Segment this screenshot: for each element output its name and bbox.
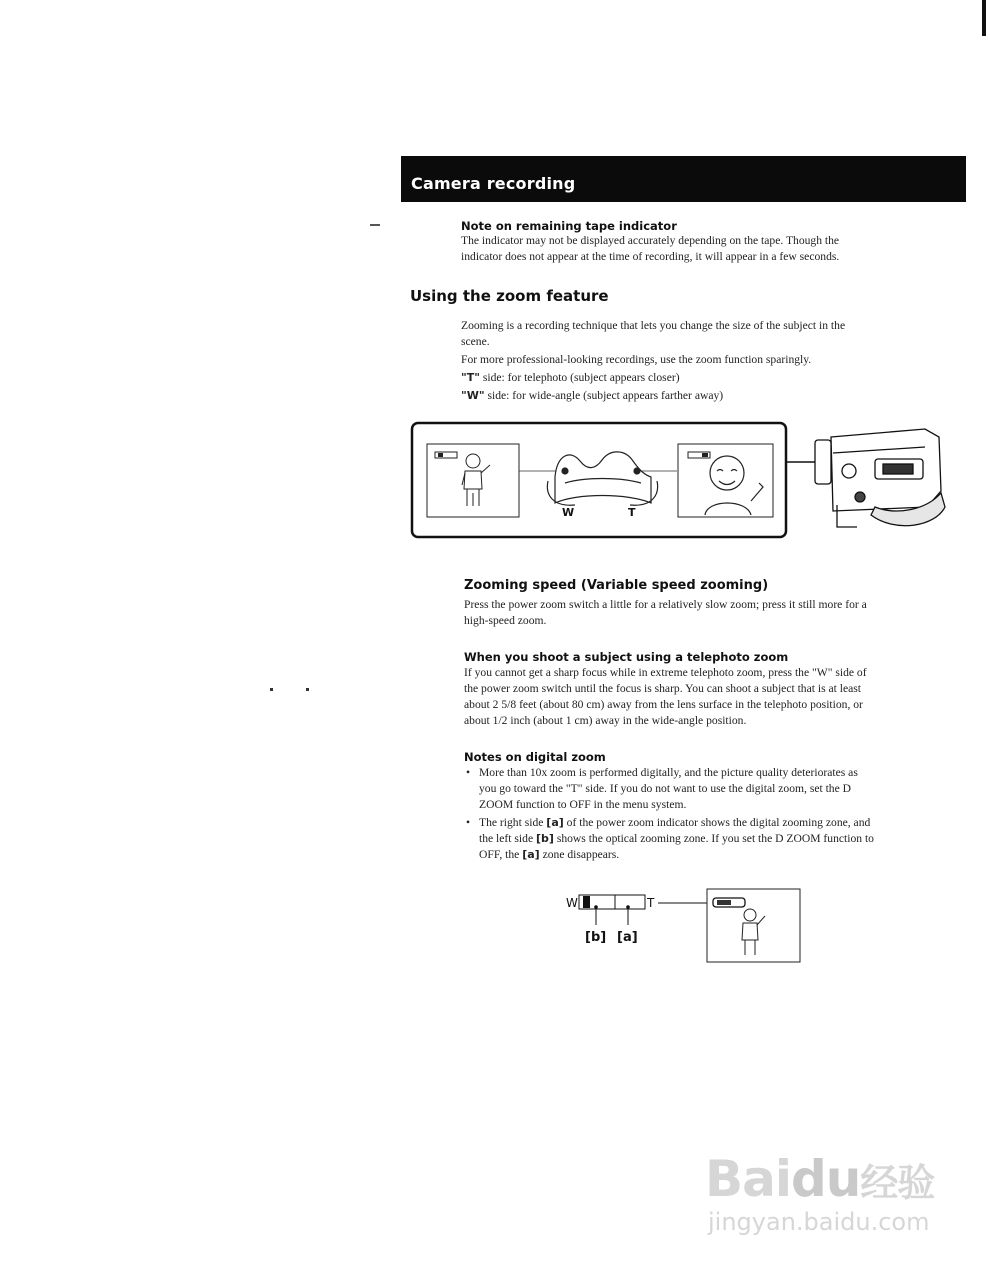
wide-view-screen (427, 444, 519, 517)
zoom-intro-line: For more professional-looking recordings, use the zoom function sparingly. (461, 353, 812, 366)
zone-a-ref: [a] (522, 848, 540, 861)
tape-note-line: indicator does not appear at the time of recording, it will appear in a few seconds. (461, 250, 840, 263)
watermark-brand-cn: 经验 (860, 1161, 935, 1205)
w-side-key: "W" (461, 389, 485, 402)
telephoto-heading: When you shoot a subject using a telephoto zoom (464, 650, 789, 664)
fig2-a-label: [a] (617, 930, 638, 945)
tele-view-screen (678, 444, 773, 517)
telephoto-line: If you cannot get a sharp focus while in extreme telephoto zoom, press the "W" side of (464, 666, 867, 679)
watermark-brand-b: du (791, 1150, 861, 1208)
digital-note-2-line (479, 847, 969, 863)
digital-note-2 (464, 815, 969, 863)
zoom-intro-line: scene. (461, 335, 490, 348)
scan-mark (306, 688, 309, 691)
telephoto-line: about 2 5/8 feet (about 80 cm) away from the lens surface in the telephoto position, or (464, 698, 863, 711)
note-text: of the power zoom indicator shows the digital zooming zone, and (563, 816, 871, 829)
t-side-line (461, 370, 961, 386)
zoom-section-title: Using the zoom feature (410, 287, 609, 305)
digital-notes (464, 765, 969, 863)
camcorder-icon (815, 429, 945, 527)
note-text: zone disappears. (539, 848, 620, 861)
fig1-t-label: T (628, 506, 636, 519)
watermark-url: jingyan.baidu.com (708, 1208, 930, 1236)
t-side-key: "T" (461, 371, 480, 384)
speed-text (464, 597, 964, 629)
zoom-intro-line: Zooming is a recording technique that lets you change the size of the subject in the (461, 319, 846, 332)
tape-note-text (461, 233, 961, 265)
scan-mark (370, 224, 380, 226)
fig2-w-label: W (566, 896, 578, 910)
w-side-text: side: for wide-angle (subject appears farther away) (484, 389, 724, 402)
note-text: The right side (479, 816, 547, 829)
note-text: OFF, the (479, 848, 523, 861)
digital-note-1-line: you go toward the "T" side. If you do not want to use the digital zoom, set the D (479, 782, 852, 795)
watermark-brand-a: Bai (705, 1150, 791, 1208)
zoom-illustration (405, 415, 950, 545)
telephoto-line: the power zoom switch until the focus is sharp. You can shoot a subject that is at least (464, 682, 862, 695)
digital-note-2-line (479, 815, 969, 831)
digital-note-1 (464, 765, 969, 813)
section-header-title: Camera recording (411, 174, 576, 193)
scan-edge-mark (982, 0, 986, 36)
zone-a-ref: [a] (546, 816, 564, 829)
speed-heading: Zooming speed (Variable speed zooming) (464, 578, 769, 593)
fig2-t-label: T (647, 896, 655, 910)
zone-b-ref: [b] (535, 832, 554, 845)
speed-line: high-speed zoom. (464, 614, 547, 627)
telephoto-line: about 1/2 inch (about 1 cm) away in the wide-angle position. (464, 714, 747, 727)
zoom-indicator-figure (560, 885, 810, 965)
tape-note-heading: Note on remaining tape indicator (461, 219, 677, 233)
fig2-b-label: [b] (585, 930, 607, 945)
digital-note-1-line: • More than 10x zoom is performed digitally, and the picture quality deteriorates as (479, 766, 858, 779)
note-text: shows the optical zooming zone. If you set the D ZOOM function to (553, 832, 874, 845)
tape-note-line: The indicator may not be displayed accurately depending on the tape. Though the (461, 234, 840, 247)
fig1-w-label: W (562, 506, 575, 519)
scan-mark (270, 688, 273, 691)
note-text: the left side (479, 832, 536, 845)
w-side-line (461, 388, 961, 404)
watermark-logo (705, 1150, 934, 1208)
zoom-position-marker (583, 896, 590, 908)
zoom-intro (461, 318, 961, 404)
speed-line: Press the power zoom switch a little for a relatively slow zoom; press it still more for a (464, 598, 867, 611)
digital-note-2-line (479, 831, 969, 847)
t-side-text: side: for telephoto (subject appears closer) (479, 371, 680, 384)
telephoto-text (464, 665, 964, 729)
section-header-bar (401, 156, 966, 202)
digital-heading: Notes on digital zoom (464, 750, 606, 764)
digital-notes-list (464, 765, 969, 863)
digital-note-1-line: ZOOM function to OFF in the menu system. (479, 798, 687, 811)
